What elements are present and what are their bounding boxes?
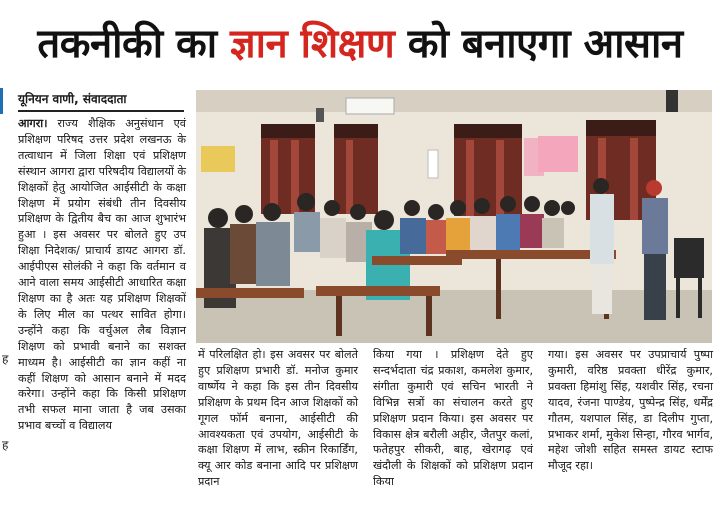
headline — [0, 0, 720, 88]
column-2-text: में परिलक्षित हो। इस अवसर पर बोलते हुए प्रशिक्षण प्रभारी डॉ. मनोज कुमार वार्ष्णेय ने कहा कि इस तीन दिवसीय प्रशिक्षण के प्रथम दिन आज शिक्षकों को गूगल फॉर्म बनाना, आईसीटी की आवश्यकता एवं उपयोग, आईसीटी के कक्षा शिक्षण में लाभ, स्क्रीन रिकार्डिंग, क्यू आर कोड बनाना आदि पर प्रशिक्षण प्रदान — [198, 348, 358, 489]
byline: यूनियन वाणी, संवाददाता — [18, 88, 184, 112]
adjacent-text-fragment: ह — [2, 352, 9, 366]
column-1-text: राज्य शैक्षिक अनुसंधान एवं प्रशिक्षण परिषद उत्तर प्रदेश लखनऊ के तत्वाधान में जिला शिक्षा एवं प्रशिक्षण संस्थान आगरा द्वारा परिषदीय विद्यालयों के शिक्षकों हेतु आयोजित आईसीटी के कक्षा शिक्षण में प्रयोग संबंधी तीन दिवसीय प्रशिक्षण के द्वितीय बैच का आज शुभारंभ हुआ । इस अवसर पर बोलते हुए उप शिक्षा निदेशक/ प्राचार्य डायट आगरा डॉ. आईपीएस सोलंकी ने कहा कि वर्तमान व आने वाला समय आईसीटी आधारित कक्षा शिक्षण का है अतः यह प्रशिक्षण शिक्षकों के लिए मील का पत्थर सावित होगा। उन्होंने कहा कि वर्चुअल लैब विज्ञान शिक्षण को प्रभावी बनाने का सशक्त माध्यम है। आईसीटी का ज्ञान कहीं ना कहीं शिक्षण को आसान बनाने में मदद करेगा। उन्होंने कहा कि किसी प्रशिक्षण तभी सफल माना जाता है जब उसका प्रभाव बच्चों व विद्यालय — [18, 117, 186, 433]
adjacent-article-bar — [0, 88, 3, 114]
article-column-2 — [198, 347, 358, 490]
headline-highlight: ज्ञान शिक्षण — [230, 21, 395, 67]
adjacent-text-fragment: ह — [2, 438, 9, 452]
headline-part-1: तकनीकी का — [37, 21, 231, 67]
column-4-text: गया। इस अवसर पर उपप्राचार्य पुष्पा कुमारी, वरिष्ठ प्रवक्ता धीरेंद्र कुमार, प्रवक्ता हिमांशु सिंह, यशवीर सिंह, रचना यादव, रंजना पाण्डेय, पुष्पेन्द्र सिंह, धर्मेंद्र गौतम, यशपाल सिंह, डा दिलीप गुप्ता, प्रभाकर शर्मा, मुकेश सिन्हा, गौरव भार्गव, महेश जोशी सहित समस्त डायट स्टाफ मौजूद रहा। — [548, 348, 713, 473]
headline-part-3: को बनाएगा आसान — [394, 21, 683, 67]
dateline: आगरा। — [18, 117, 48, 130]
column-3-text: किया गया । प्रशिक्षण देते हुए सन्दर्भदाता चंद्र प्रकाश, कमलेश कुमार, संगीता कुमारी एवं सचिन भारती ने विभिन्न सत्रों का संचालन करते हुए प्रशिक्षण प्रदान किया। इस अवसर पर विकास क्षेत्र बरौली अहीर, जैतपुर कलां, फतेहपुर सीकरी, बाह, खेरागढ़ एवं खंदौली के शिक्षकों को प्रशिक्षण प्रदान किया — [373, 348, 533, 489]
training-room-photo — [196, 90, 712, 343]
adjacent-article-fragment — [0, 88, 12, 517]
article-column-4 — [548, 347, 713, 474]
article-column-1 — [18, 116, 186, 434]
news-photo — [196, 90, 712, 343]
article-column-3 — [373, 347, 533, 490]
